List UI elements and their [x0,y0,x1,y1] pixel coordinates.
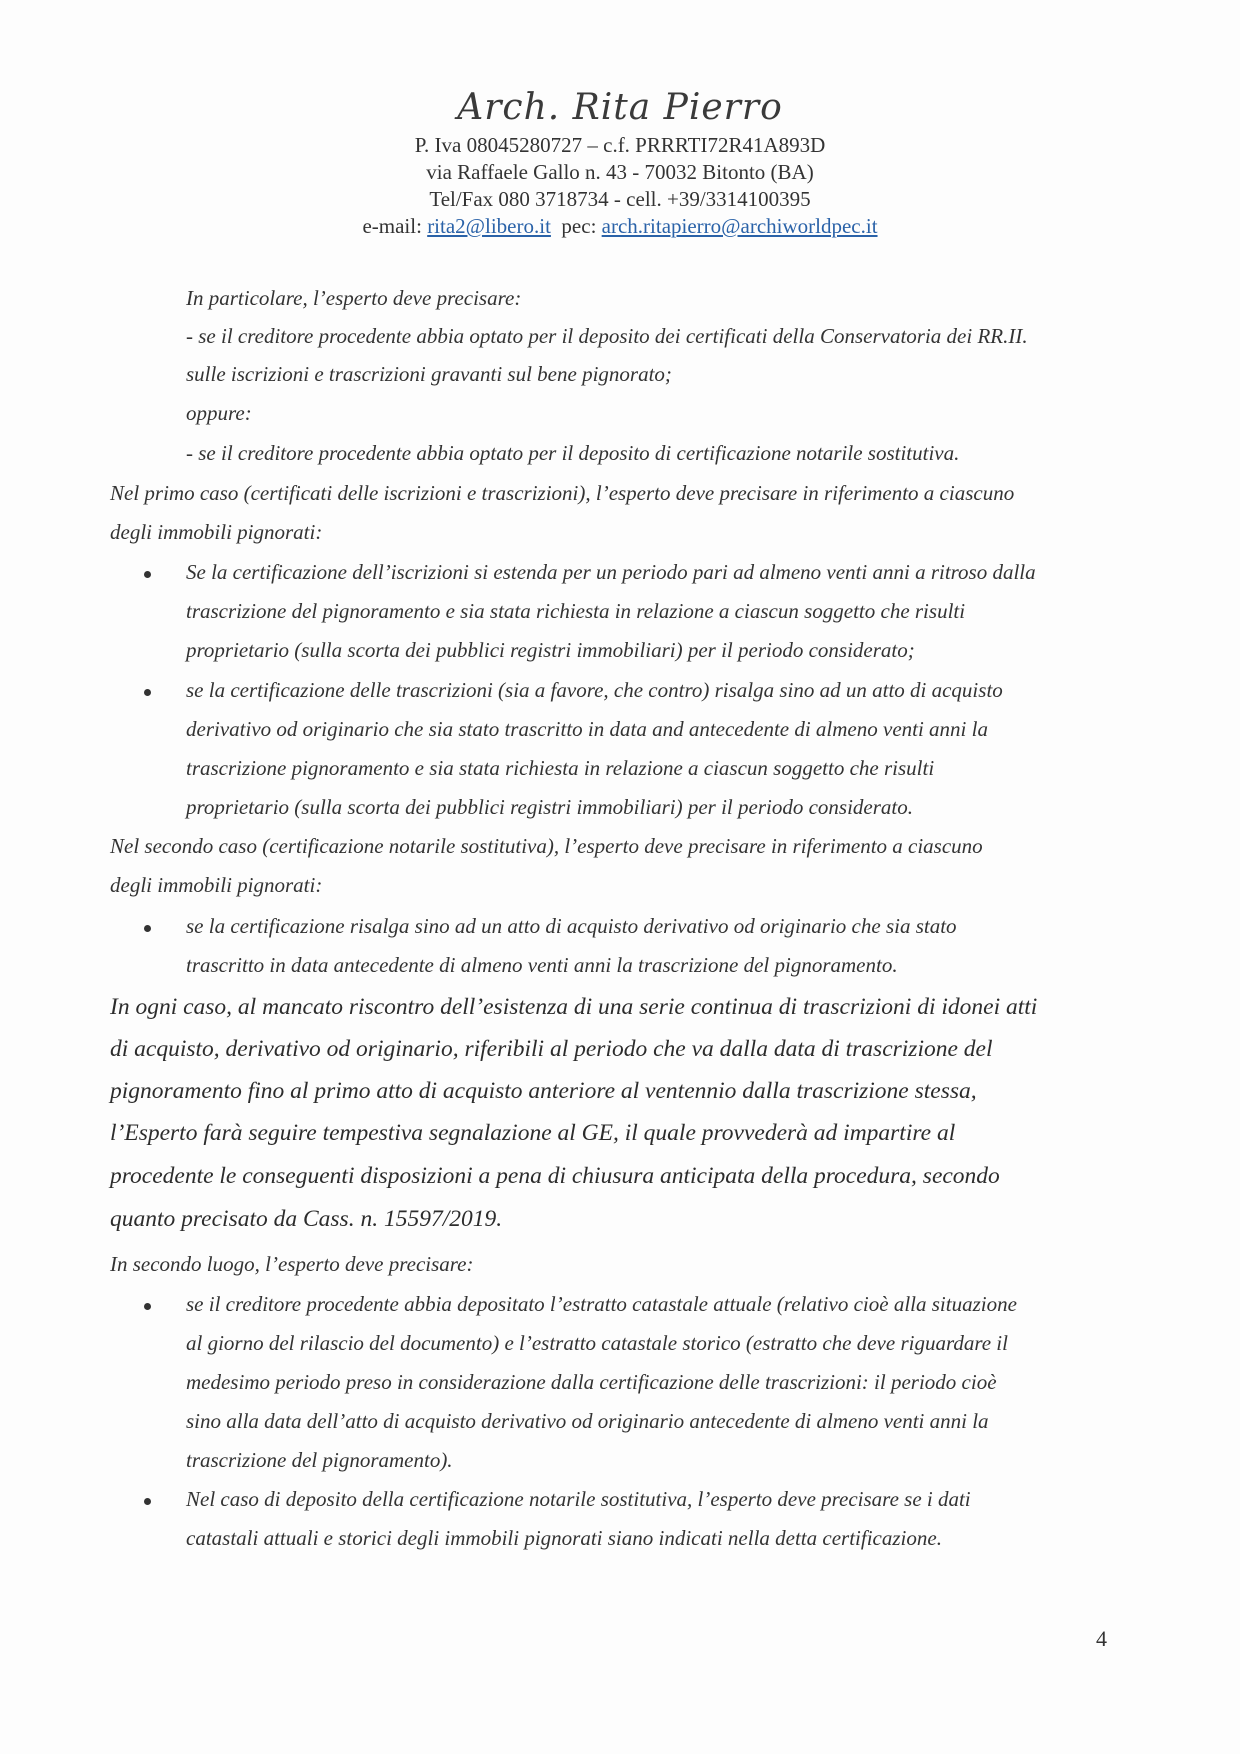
phone-line: Tel/Fax 080 3718734 - cell. +39/3314100395 [429,187,811,211]
list-item-line: al giorno del rilascio del documento) e l’estratto catastale storico (estratto che deve riguardare il [186,1331,1008,1355]
email-label: e-mail: [362,214,428,238]
list-item-line: trascrizione del pignoramento). [186,1448,453,1472]
pec-label: pec: [561,214,602,238]
email-line [0,213,1240,240]
list-item-line: proprietario (sulla scorta dei pubblici registri immobiliari) per il periodo considerato; [186,638,915,662]
text-line: oppure: [186,401,252,425]
bullet-dot [144,1498,151,1505]
text-line: - se il creditore procedente abbia optato per il deposito dei certificati della Conservatoria dei RR.II. [186,324,1028,348]
list-item-line: Se la certificazione dell’iscrizioni si estenda per un periodo pari ad almeno venti anni a ritroso dalla [186,560,1036,584]
pec-link[interactable]: arch.ritapierro@archiworldpec.it [601,214,878,238]
list-item-line: Nel caso di deposito della certificazione notarile sostitutiva, l’esperto deve precisare se i dati [186,1487,971,1511]
architect-signature: Arch. Rita Pierro [457,87,783,128]
list-item-line: se la certificazione delle trascrizioni (sia a favore, che contro) risalga sino ad un atto di acquisto [186,678,1003,702]
text-line: Nel secondo caso (certificazione notarile sostitutiva), l’esperto deve precisare in riferimento a ciascuno [110,834,983,858]
list-item-line: proprietario (sulla scorta dei pubblici registri immobiliari) per il periodo considerato. [186,795,914,819]
list-item-line: trascrizione del pignoramento e sia stata richiesta in relazione a ciascun soggetto che risulti [186,599,966,623]
list-item-line: sino alla data dell’atto di acquisto derivativo od originario antecedente di almeno venti anni la [186,1409,989,1433]
text-line: Nel primo caso (certificati delle iscrizioni e trascrizioni), l’esperto deve precisare in riferimento a ciascuno [110,481,1015,505]
paragraph-line: procedente le conseguenti disposizioni a pena di chiusura anticipata della procedura, secondo [110,1163,1000,1189]
list-item-line: trascrizione pignoramento e sia stata richiesta in relazione a ciascun soggetto che risulti [186,756,935,780]
text-line: In particolare, l’esperto deve precisare: [186,286,522,310]
paragraph-line: In ogni caso, al mancato riscontro dell’esistenza di una serie continua di trascrizioni di idonei atti [110,994,1038,1020]
text-line: degli immobili pignorati: [110,873,323,897]
paragraph-line: pignoramento fino al primo atto di acquisto anteriore al ventennio dalla trascrizione stessa, [110,1078,977,1104]
bullet-dot [144,1303,151,1310]
paragraph-line: l’Esperto farà seguire tempestiva segnalazione al GE, il quale provvederà ad impartire al [110,1120,956,1146]
text-line: degli immobili pignorati: [110,520,323,544]
bullet-dot [144,925,151,932]
email-link[interactable]: rita2@libero.it [427,214,551,238]
list-item-line: catastali attuali e storici degli immobili pignorati siano indicati nella detta certificazione. [186,1526,942,1550]
address-line: via Raffaele Gallo n. 43 - 70032 Bitonto (BA) [426,160,814,184]
bullet-dot [144,689,151,696]
list-item-line: medesimo periodo preso in considerazione dalla certificazione delle trascrizioni: il periodo cioè [186,1370,997,1394]
list-item-line: se la certificazione risalga sino ad un atto di acquisto derivativo od originario che sia stato [186,914,957,938]
text-line: - se il creditore procedente abbia optato per il deposito di certificazione notarile sostitutiva. [186,441,960,465]
paragraph-line: quanto precisato da Cass. n. 15597/2019. [110,1206,503,1232]
bullet-dot [144,571,151,578]
list-item-line: derivativo od originario che sia stato trascritto in data and antecedente di almeno venti anni la [186,717,988,741]
page-number: 4 [1096,1626,1107,1651]
paragraph-line: di acquisto, derivativo od originario, riferibili al periodo che va dalla data di trascrizione del [110,1036,993,1062]
list-item-line: trascritto in data antecedente di almeno venti anni la trascrizione del pignoramento. [186,953,898,977]
letterhead [0,84,1240,240]
vat-line: P. Iva 08045280727 – c.f. PRRRTI72R41A893D [414,133,826,157]
text-line: In secondo luogo, l’esperto deve precisare: [110,1252,474,1276]
list-item-line: se il creditore procedente abbia depositato l’estratto catastale attuale (relativo cioè alla situazione [186,1292,1017,1316]
text-line: sulle iscrizioni e trascrizioni gravanti sul bene pignorato; [186,362,672,386]
